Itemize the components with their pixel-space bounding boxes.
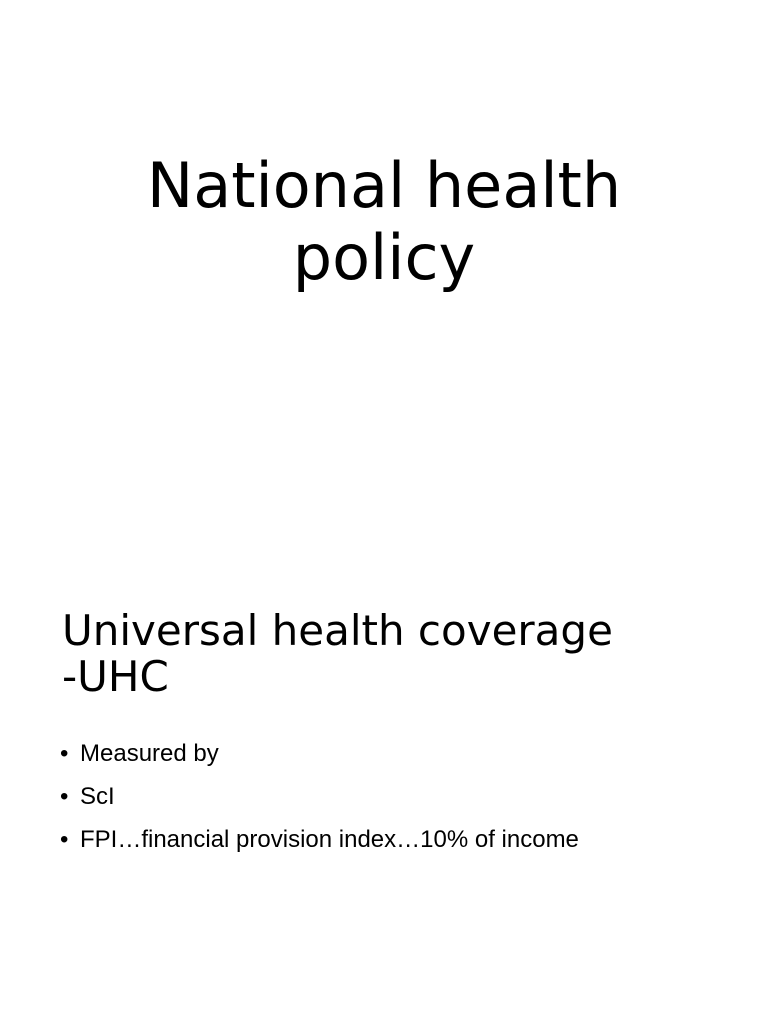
bullet-item xyxy=(60,732,579,775)
bullet-item xyxy=(60,775,579,818)
bullet-text: ScI xyxy=(80,783,115,810)
slide-heading-line-1: Universal health coverage xyxy=(62,606,613,655)
bullet-list xyxy=(60,732,579,861)
slide-heading xyxy=(62,608,722,700)
slide-title-line-1: National health xyxy=(146,149,622,222)
bullet-icon: • xyxy=(60,783,69,810)
slide-2 xyxy=(0,512,768,1024)
bullet-text: Measured by xyxy=(80,740,219,767)
bullet-icon: • xyxy=(60,826,69,853)
slide-title-line-2: policy xyxy=(292,221,476,294)
bullet-item xyxy=(60,818,579,861)
bullet-text: FPI…financial provision index…10% of income xyxy=(80,826,579,853)
slide-title xyxy=(0,150,768,294)
bullet-icon: • xyxy=(60,740,69,767)
slide-heading-line-2: -UHC xyxy=(62,652,169,701)
